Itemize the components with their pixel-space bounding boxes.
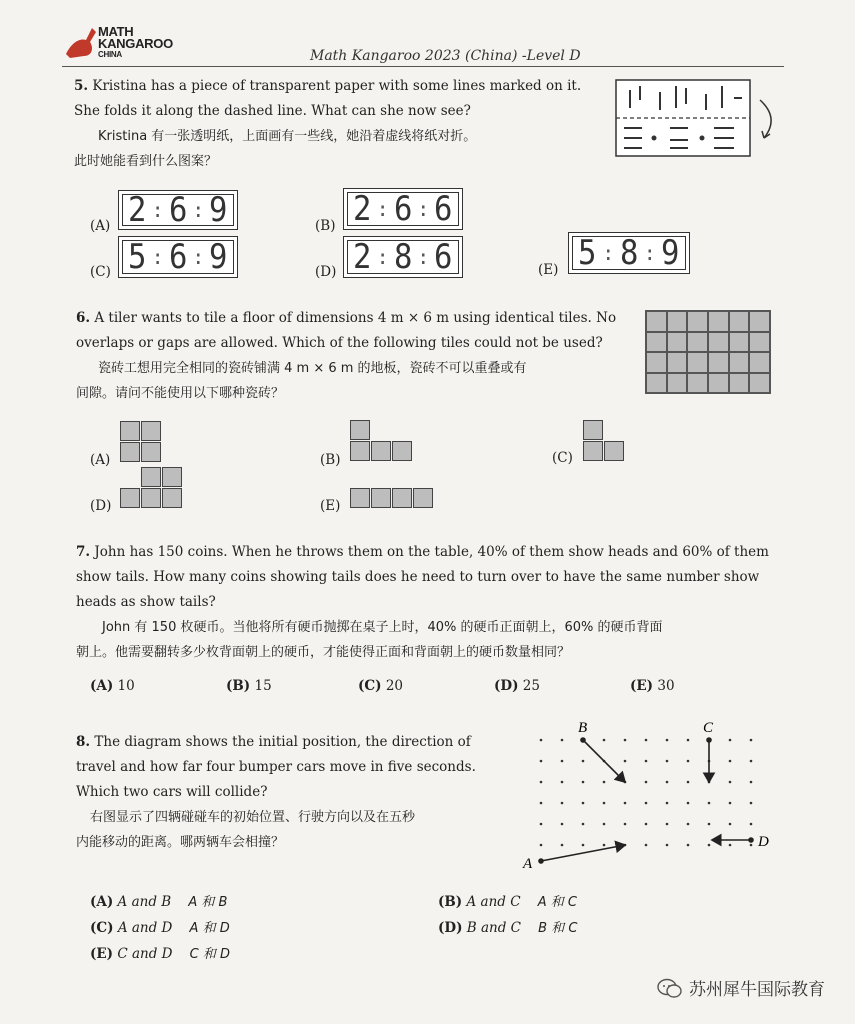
q6-text-en-1: A tiler wants to tile a floor of dimensions 4 m × 6 m using identical tiles. No <box>94 310 617 326</box>
q8-option-b-zh: A 和 C <box>537 895 577 910</box>
logo-line1: MATH <box>98 24 134 39</box>
q5-option-e-display[interactable]: 5 : 8 : 9 <box>568 232 690 274</box>
wechat-icon <box>657 977 683 999</box>
q7-option-e-value: 30 <box>657 678 675 694</box>
watermark-text: 苏州犀牛国际教育 <box>689 980 825 1000</box>
q5-option-c-display[interactable]: 5 : 6 : 9 <box>118 236 238 278</box>
question-7 <box>76 540 786 665</box>
q8-option-d[interactable] <box>438 916 577 941</box>
q8-option-e[interactable] <box>90 942 230 967</box>
grid-dot <box>729 823 732 826</box>
grid-dot <box>540 760 543 763</box>
q6-option-a-tile[interactable] <box>120 421 162 463</box>
digit: 6 <box>168 190 188 230</box>
grid-dot <box>666 802 669 805</box>
grid-dot <box>750 844 753 847</box>
q5-text-zh-1: Kristina 有一张透明纸，上面画有一些线，她沿着虚线将纸对折。 <box>98 129 477 144</box>
q8-text-zh-1: 右图显示了四辆碰碰车的初始位置、行驶方向以及在五秒 <box>90 810 416 825</box>
grid-dot <box>708 844 711 847</box>
grid-dot <box>729 844 732 847</box>
grid-dot <box>582 823 585 826</box>
q8-option-a-zh: A 和 B <box>188 895 228 910</box>
digit: 5 <box>128 237 147 277</box>
car-d-label: D <box>758 834 769 850</box>
logo-line3: CHINA <box>98 50 122 59</box>
q8-option-a[interactable] <box>90 890 227 915</box>
q6-option-c-label[interactable]: (C) <box>552 450 573 466</box>
q7-text-en-2: show tails. How many coins showing tails does he need to turn over to have the same number show <box>76 569 760 585</box>
grid-dot <box>540 802 543 805</box>
digit: 2 <box>128 190 147 230</box>
floor-grid-figure <box>645 310 771 394</box>
q5-option-b-label[interactable]: (B) <box>315 218 336 234</box>
q8-text-zh-2: 内能移动的距离。哪两辆车会相撞？ <box>76 835 285 850</box>
grid-dot <box>624 760 627 763</box>
grid-dot <box>603 844 606 847</box>
q7-option-b[interactable] <box>226 678 272 694</box>
q6-text-en-2: overlaps or gaps are allowed. Which of the following tiles could not be used? <box>76 335 603 351</box>
grid-dot <box>645 781 648 784</box>
q8-option-d-zh: B 和 C <box>538 921 578 936</box>
grid-dot <box>666 760 669 763</box>
q5-option-e-label[interactable]: (E) <box>538 262 559 278</box>
q6-option-b-tile[interactable] <box>350 420 414 462</box>
grid-dot <box>729 760 732 763</box>
q5-option-b-display[interactable]: 2 : 6 : 6 <box>343 188 463 230</box>
grid-dot <box>540 823 543 826</box>
grid-dot <box>603 739 606 742</box>
q8-text-en-1: The diagram shows the initial position, the direction of <box>94 734 471 750</box>
digit: 2 <box>353 237 372 277</box>
grid-dot <box>582 781 585 784</box>
bumper-car-diagram <box>520 718 785 880</box>
grid-dot <box>561 844 564 847</box>
grid-dot <box>582 844 585 847</box>
grid-dot <box>582 760 585 763</box>
q8-option-c-zh: A 和 D <box>189 921 230 936</box>
grid-dot <box>624 802 627 805</box>
grid-dot <box>750 781 753 784</box>
q7-number: 7. <box>76 544 91 560</box>
page-header-title: Math Kangaroo 2023 (China) -Level D <box>310 48 581 64</box>
digit: 9 <box>209 237 228 277</box>
q8-text-en-2: travel and how far four bumper cars move in five seconds. <box>76 759 476 775</box>
q5-text-en-2: She folds it along the dashed line. What can she now see? <box>74 103 471 119</box>
grid-dot <box>666 739 669 742</box>
q6-option-e-tile[interactable] <box>350 488 434 509</box>
q8-option-e-zh: C 和 D <box>189 947 231 962</box>
grid-dot <box>687 844 690 847</box>
grid-dot <box>561 781 564 784</box>
folded-paper-figure <box>614 78 784 160</box>
question-6 <box>76 306 636 406</box>
q7-text-zh-1: John 有 150 枚硬币。当他将所有硬币抛掷在桌子上时，40% 的硬币正面朝上，60% 的硬币背面 <box>102 620 663 635</box>
grid-dot <box>666 781 669 784</box>
q7-option-d-label: (D) <box>494 678 519 694</box>
question-5 <box>74 74 614 174</box>
q8-option-d-en: B and C <box>466 920 521 936</box>
kangaroo-logo-icon <box>62 24 102 60</box>
grid-dot <box>708 823 711 826</box>
q7-option-a-value: 10 <box>117 678 135 694</box>
q7-option-d[interactable] <box>494 678 540 694</box>
q8-option-b-en: A and C <box>466 894 521 910</box>
q6-number: 6. <box>76 310 91 326</box>
header-divider <box>62 66 784 67</box>
q5-option-a-label[interactable]: (A) <box>90 218 111 234</box>
grid-dot <box>750 760 753 763</box>
grid-dot <box>540 739 543 742</box>
grid-dot <box>729 739 732 742</box>
q5-option-d-display[interactable]: 2 : 8 : 6 <box>343 236 463 278</box>
watermark <box>657 975 825 1000</box>
q6-option-d-tile[interactable] <box>120 467 184 509</box>
q5-option-c-label[interactable]: (C) <box>90 264 111 280</box>
q5-option-a-display[interactable]: 2 : 6 : 9 <box>118 190 238 230</box>
car-b-arrow <box>583 740 625 782</box>
grid-dot <box>666 823 669 826</box>
q5-text-zh-2: 此时她能看到什么图案？ <box>74 154 218 169</box>
q8-option-c[interactable] <box>90 916 230 941</box>
grid-dot <box>729 802 732 805</box>
q6-option-a-label[interactable]: (A) <box>90 452 111 468</box>
digit: 8 <box>619 233 639 273</box>
grid-dot <box>729 781 732 784</box>
grid-dot <box>750 823 753 826</box>
grid-dot <box>645 739 648 742</box>
digit: 6 <box>434 237 453 277</box>
digit: 6 <box>434 189 453 229</box>
q7-text-en-1: John has 150 coins. When he throws them on the table, 40% of them show heads and 60% of them <box>94 544 769 560</box>
digit: 6 <box>393 189 413 229</box>
digit: 9 <box>209 190 228 230</box>
q8-number: 8. <box>76 734 91 750</box>
car-c-label: C <box>703 720 714 736</box>
q8-option-e-en: C and D <box>117 946 173 962</box>
question-8 <box>76 730 516 855</box>
q6-option-c-tile[interactable] <box>583 420 625 462</box>
grid-dot <box>540 844 543 847</box>
q8-text-en-3: Which two cars will collide? <box>76 784 268 800</box>
q8-option-b-label: (B) <box>438 894 463 910</box>
q7-option-a[interactable] <box>90 678 135 694</box>
grid-dot <box>645 823 648 826</box>
grid-dot <box>561 823 564 826</box>
q5-number: 5. <box>74 78 89 94</box>
grid-dot <box>624 739 627 742</box>
grid-dot <box>582 802 585 805</box>
q7-option-c-value: 20 <box>385 678 404 694</box>
digit: 5 <box>578 233 597 273</box>
q7-option-b-label: (B) <box>226 678 251 694</box>
q8-option-c-en: A and D <box>117 920 173 936</box>
q8-option-d-label: (D) <box>438 920 463 936</box>
q7-option-e[interactable] <box>630 678 675 694</box>
grid-dot <box>561 739 564 742</box>
car-a-arrow <box>541 845 625 861</box>
grid-dot <box>561 760 564 763</box>
car-a-label: A <box>523 856 533 872</box>
digit: 8 <box>393 237 413 277</box>
q7-option-c[interactable] <box>358 678 403 694</box>
grid-dot <box>645 844 648 847</box>
q6-text-zh-1: 瓷砖工想用完全相同的瓷砖铺满 4 m × 6 m 的地板，瓷砖不可以重叠或有 <box>98 361 527 376</box>
grid-dot <box>561 802 564 805</box>
q7-option-b-value: 15 <box>254 678 272 694</box>
q8-option-e-label: (E) <box>90 946 114 962</box>
grid-dot <box>750 739 753 742</box>
q7-option-c-label: (C) <box>358 678 382 694</box>
q7-option-e-label: (E) <box>630 678 654 694</box>
q8-option-c-label: (C) <box>90 920 114 936</box>
q8-option-a-en: A and B <box>117 894 172 910</box>
grid-dot <box>603 802 606 805</box>
grid-dot <box>687 781 690 784</box>
grid-dot <box>750 802 753 805</box>
q6-text-zh-2: 间隙。请问不能使用以下哪种瓷砖？ <box>76 386 285 401</box>
grid-dot <box>603 781 606 784</box>
digit: 2 <box>353 189 372 229</box>
q8-option-b[interactable] <box>438 890 577 915</box>
grid-dot <box>708 802 711 805</box>
digit: 9 <box>661 233 680 273</box>
digit: 6 <box>168 237 188 277</box>
grid-dot <box>603 823 606 826</box>
grid-dot <box>645 802 648 805</box>
q6-option-e-label[interactable]: (E) <box>320 498 341 514</box>
grid-dot <box>687 823 690 826</box>
grid-dot <box>687 760 690 763</box>
grid-dot <box>624 823 627 826</box>
q6-option-b-label[interactable]: (B) <box>320 452 341 468</box>
q7-option-a-label: (A) <box>90 678 114 694</box>
q5-option-d-label[interactable]: (D) <box>315 264 337 280</box>
q5-text-en-1: Kristina has a piece of transparent paper with some lines marked on it. <box>92 78 582 94</box>
q7-text-zh-2: 朝上。他需要翻转多少枚背面朝上的硬币，才能使得正面和背面朝上的硬币数量相同？ <box>76 645 571 660</box>
logo-text <box>98 26 173 59</box>
grid-dot <box>687 802 690 805</box>
q7-text-en-3: heads as show tails? <box>76 594 216 610</box>
grid-dot <box>687 739 690 742</box>
car-b-label: B <box>578 720 588 736</box>
q6-option-d-label[interactable]: (D) <box>90 498 112 514</box>
grid-dot <box>666 844 669 847</box>
grid-dot <box>645 760 648 763</box>
grid-dot <box>540 781 543 784</box>
logo-line2: KANGAROO <box>98 36 173 51</box>
q7-option-d-value: 25 <box>522 678 540 694</box>
q8-option-a-label: (A) <box>90 894 114 910</box>
